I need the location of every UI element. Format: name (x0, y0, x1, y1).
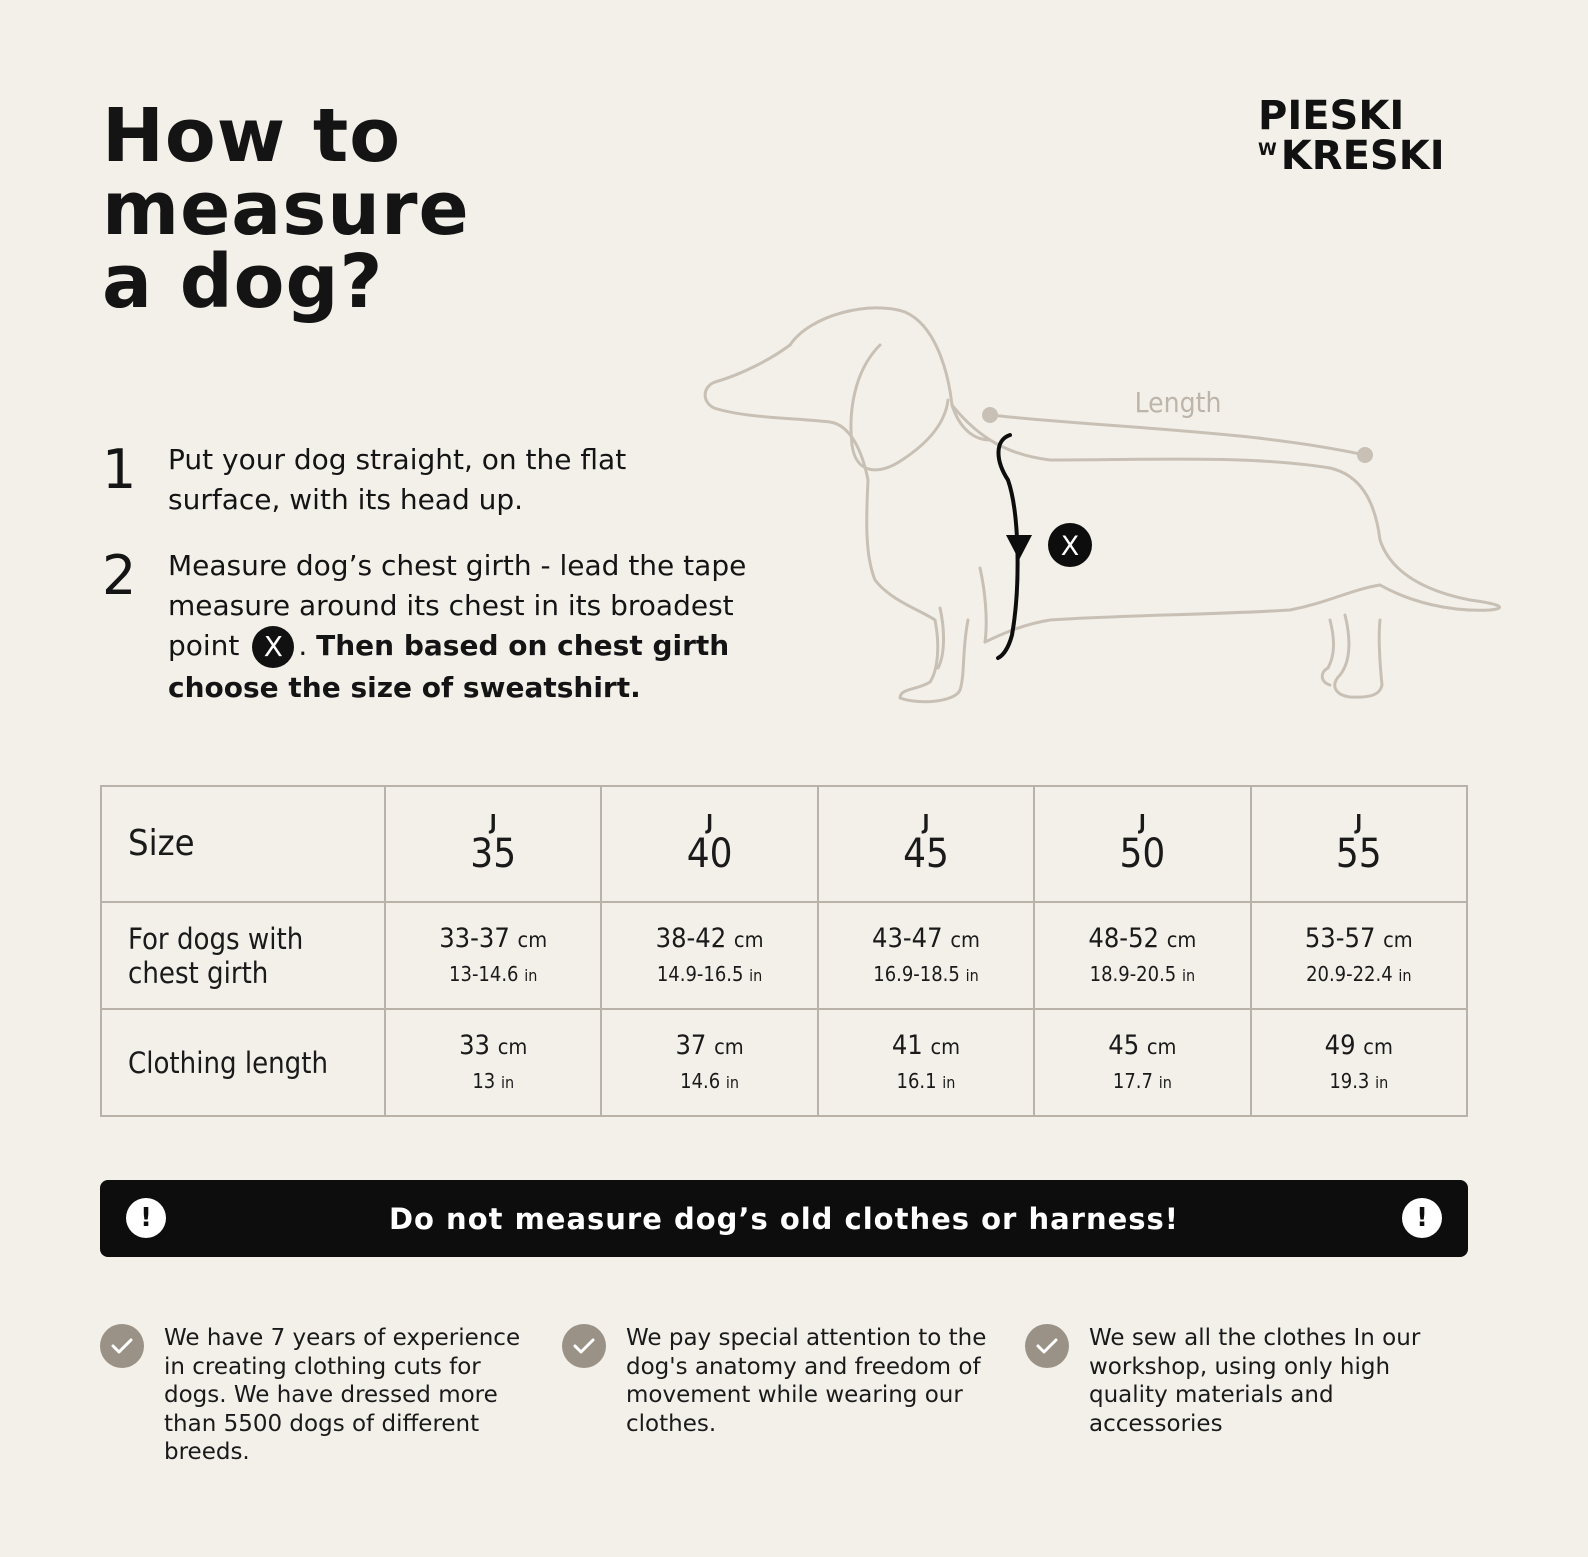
dog-illustration (690, 290, 1520, 720)
unit-in: in (524, 965, 538, 985)
row-label-size: Size (101, 786, 385, 902)
girth-cell (385, 902, 601, 1009)
girth-cm: 43-47 (872, 922, 943, 954)
size-prefix: J (706, 810, 713, 834)
girth-cm: 38-42 (655, 922, 727, 954)
table-row-size (101, 786, 1467, 902)
length-guide (982, 386, 1373, 463)
x-marker-icon: X (252, 626, 294, 668)
warning-banner (100, 1180, 1468, 1257)
warning-text: Do not measure dog’s old clothes or harness! (388, 1201, 1180, 1236)
length-in: 16.1 (896, 1068, 937, 1093)
x-marker-label: X (1060, 531, 1080, 562)
check-icon (562, 1324, 606, 1368)
page-title: How to measure a dog? (102, 93, 470, 325)
row-label-girth: For dogs with chest girth (101, 902, 385, 1009)
step-text: Put your dog straight, on the flat surface, with its head up. (168, 443, 627, 516)
check-icon (1025, 1324, 1069, 1368)
size-prefix: J (489, 810, 497, 834)
unit-cm: cm (930, 1034, 961, 1060)
girth-cell (818, 902, 1034, 1009)
length-label: Length (1134, 386, 1222, 419)
unit-cm: cm (950, 927, 980, 953)
length-in: 14.6 (680, 1068, 721, 1093)
girth-in: 18.9-20.5 (1089, 961, 1177, 986)
girth-cell (601, 902, 817, 1009)
table-row-girth (101, 902, 1467, 1009)
step-text-a: Measure dog’s chest girth - lead the tape measure around its chest in its broadest point (168, 549, 747, 662)
girth-cm: 48-52 (1088, 922, 1159, 954)
length-cell (385, 1009, 601, 1116)
girth-cell (1034, 902, 1250, 1009)
unit-in: in (1375, 1072, 1389, 1092)
girth-cm: 53-57 (1304, 922, 1376, 954)
size-number: 40 (686, 831, 733, 877)
length-cm: 33 (459, 1029, 490, 1061)
logo-line-2 (1258, 133, 1445, 179)
unit-cm: cm (1146, 1034, 1177, 1060)
size-prefix: J (922, 810, 930, 834)
exclamation-icon: ! (126, 1198, 166, 1238)
size-prefix: J (1139, 810, 1146, 834)
exclamation-icon: ! (1402, 1198, 1442, 1238)
length-cell (818, 1009, 1034, 1116)
unit-cm: cm (1383, 927, 1413, 953)
check-icon (100, 1324, 144, 1368)
size-number: 35 (470, 831, 517, 877)
unit-in: in (1398, 965, 1412, 985)
table-row-length (101, 1009, 1467, 1116)
arrow-head-icon (1006, 535, 1032, 560)
length-in: 19.3 (1329, 1068, 1370, 1093)
brand-logo (1258, 93, 1445, 179)
logo-kreski: KRESKI (1280, 133, 1445, 179)
unit-cm: cm (1363, 1034, 1393, 1060)
girth-cm: 33-37 (439, 922, 510, 954)
length-cm: 45 (1108, 1029, 1140, 1061)
length-cm: 49 (1324, 1029, 1356, 1061)
step-text-b: . (298, 629, 308, 662)
unit-cm: cm (1166, 927, 1197, 953)
step-number: 2 (102, 544, 137, 607)
size-number: 45 (903, 831, 949, 877)
logo-w: W (1258, 140, 1277, 160)
step-text-bold: Then based on chest girth choose the size of sweatshirt. (168, 629, 730, 704)
unit-in: in (965, 965, 979, 985)
unit-cm: cm (517, 927, 548, 953)
unit-cm: cm (714, 1034, 744, 1060)
logo-line-1: PIESKI (1258, 93, 1405, 139)
unit-in: in (1158, 1072, 1172, 1092)
size-table (100, 785, 1468, 1117)
feature-text: We sew all the clothes In our workshop, using only high quality materials and accessories (1089, 1325, 1421, 1437)
girth-in: 13-14.6 (449, 961, 519, 986)
length-in: 17.7 (1112, 1068, 1153, 1093)
size-prefix: J (1355, 810, 1363, 834)
length-cm: 41 (891, 1029, 923, 1061)
length-cm: 37 (675, 1029, 707, 1061)
length-in: 13 (472, 1068, 496, 1093)
size-number: 55 (1335, 831, 1382, 877)
unit-cm: cm (497, 1034, 528, 1060)
dog-outline (705, 308, 1499, 702)
length-cell (601, 1009, 817, 1116)
girth-in: 20.9-22.4 (1306, 961, 1393, 986)
row-label-length: Clothing length (101, 1009, 385, 1116)
size-cell (385, 786, 601, 902)
girth-cell (1251, 902, 1467, 1009)
unit-in: in (1181, 965, 1196, 985)
step-number: 1 (102, 438, 137, 501)
size-cell (1034, 786, 1250, 902)
size-cell (1251, 786, 1467, 902)
size-cell (818, 786, 1034, 902)
size-number: 50 (1119, 831, 1166, 877)
feature-text: We pay special attention to the dog's anatomy and freedom of movement while wearing our clothes. (626, 1325, 987, 1437)
unit-in: in (749, 965, 763, 985)
length-cell (1251, 1009, 1467, 1116)
length-cell (1034, 1009, 1250, 1116)
girth-guide (998, 435, 1092, 658)
unit-in: in (942, 1072, 956, 1092)
unit-in: in (500, 1072, 515, 1092)
unit-in: in (725, 1072, 740, 1092)
feature-text: We have 7 years of experience in creating clothing cuts for dogs. We have dressed more than 5500 dogs of different breeds. (164, 1325, 521, 1465)
unit-cm: cm (733, 927, 764, 953)
girth-in: 14.9-16.5 (656, 961, 744, 986)
size-cell (601, 786, 817, 902)
girth-in: 16.9-18.5 (873, 961, 960, 986)
